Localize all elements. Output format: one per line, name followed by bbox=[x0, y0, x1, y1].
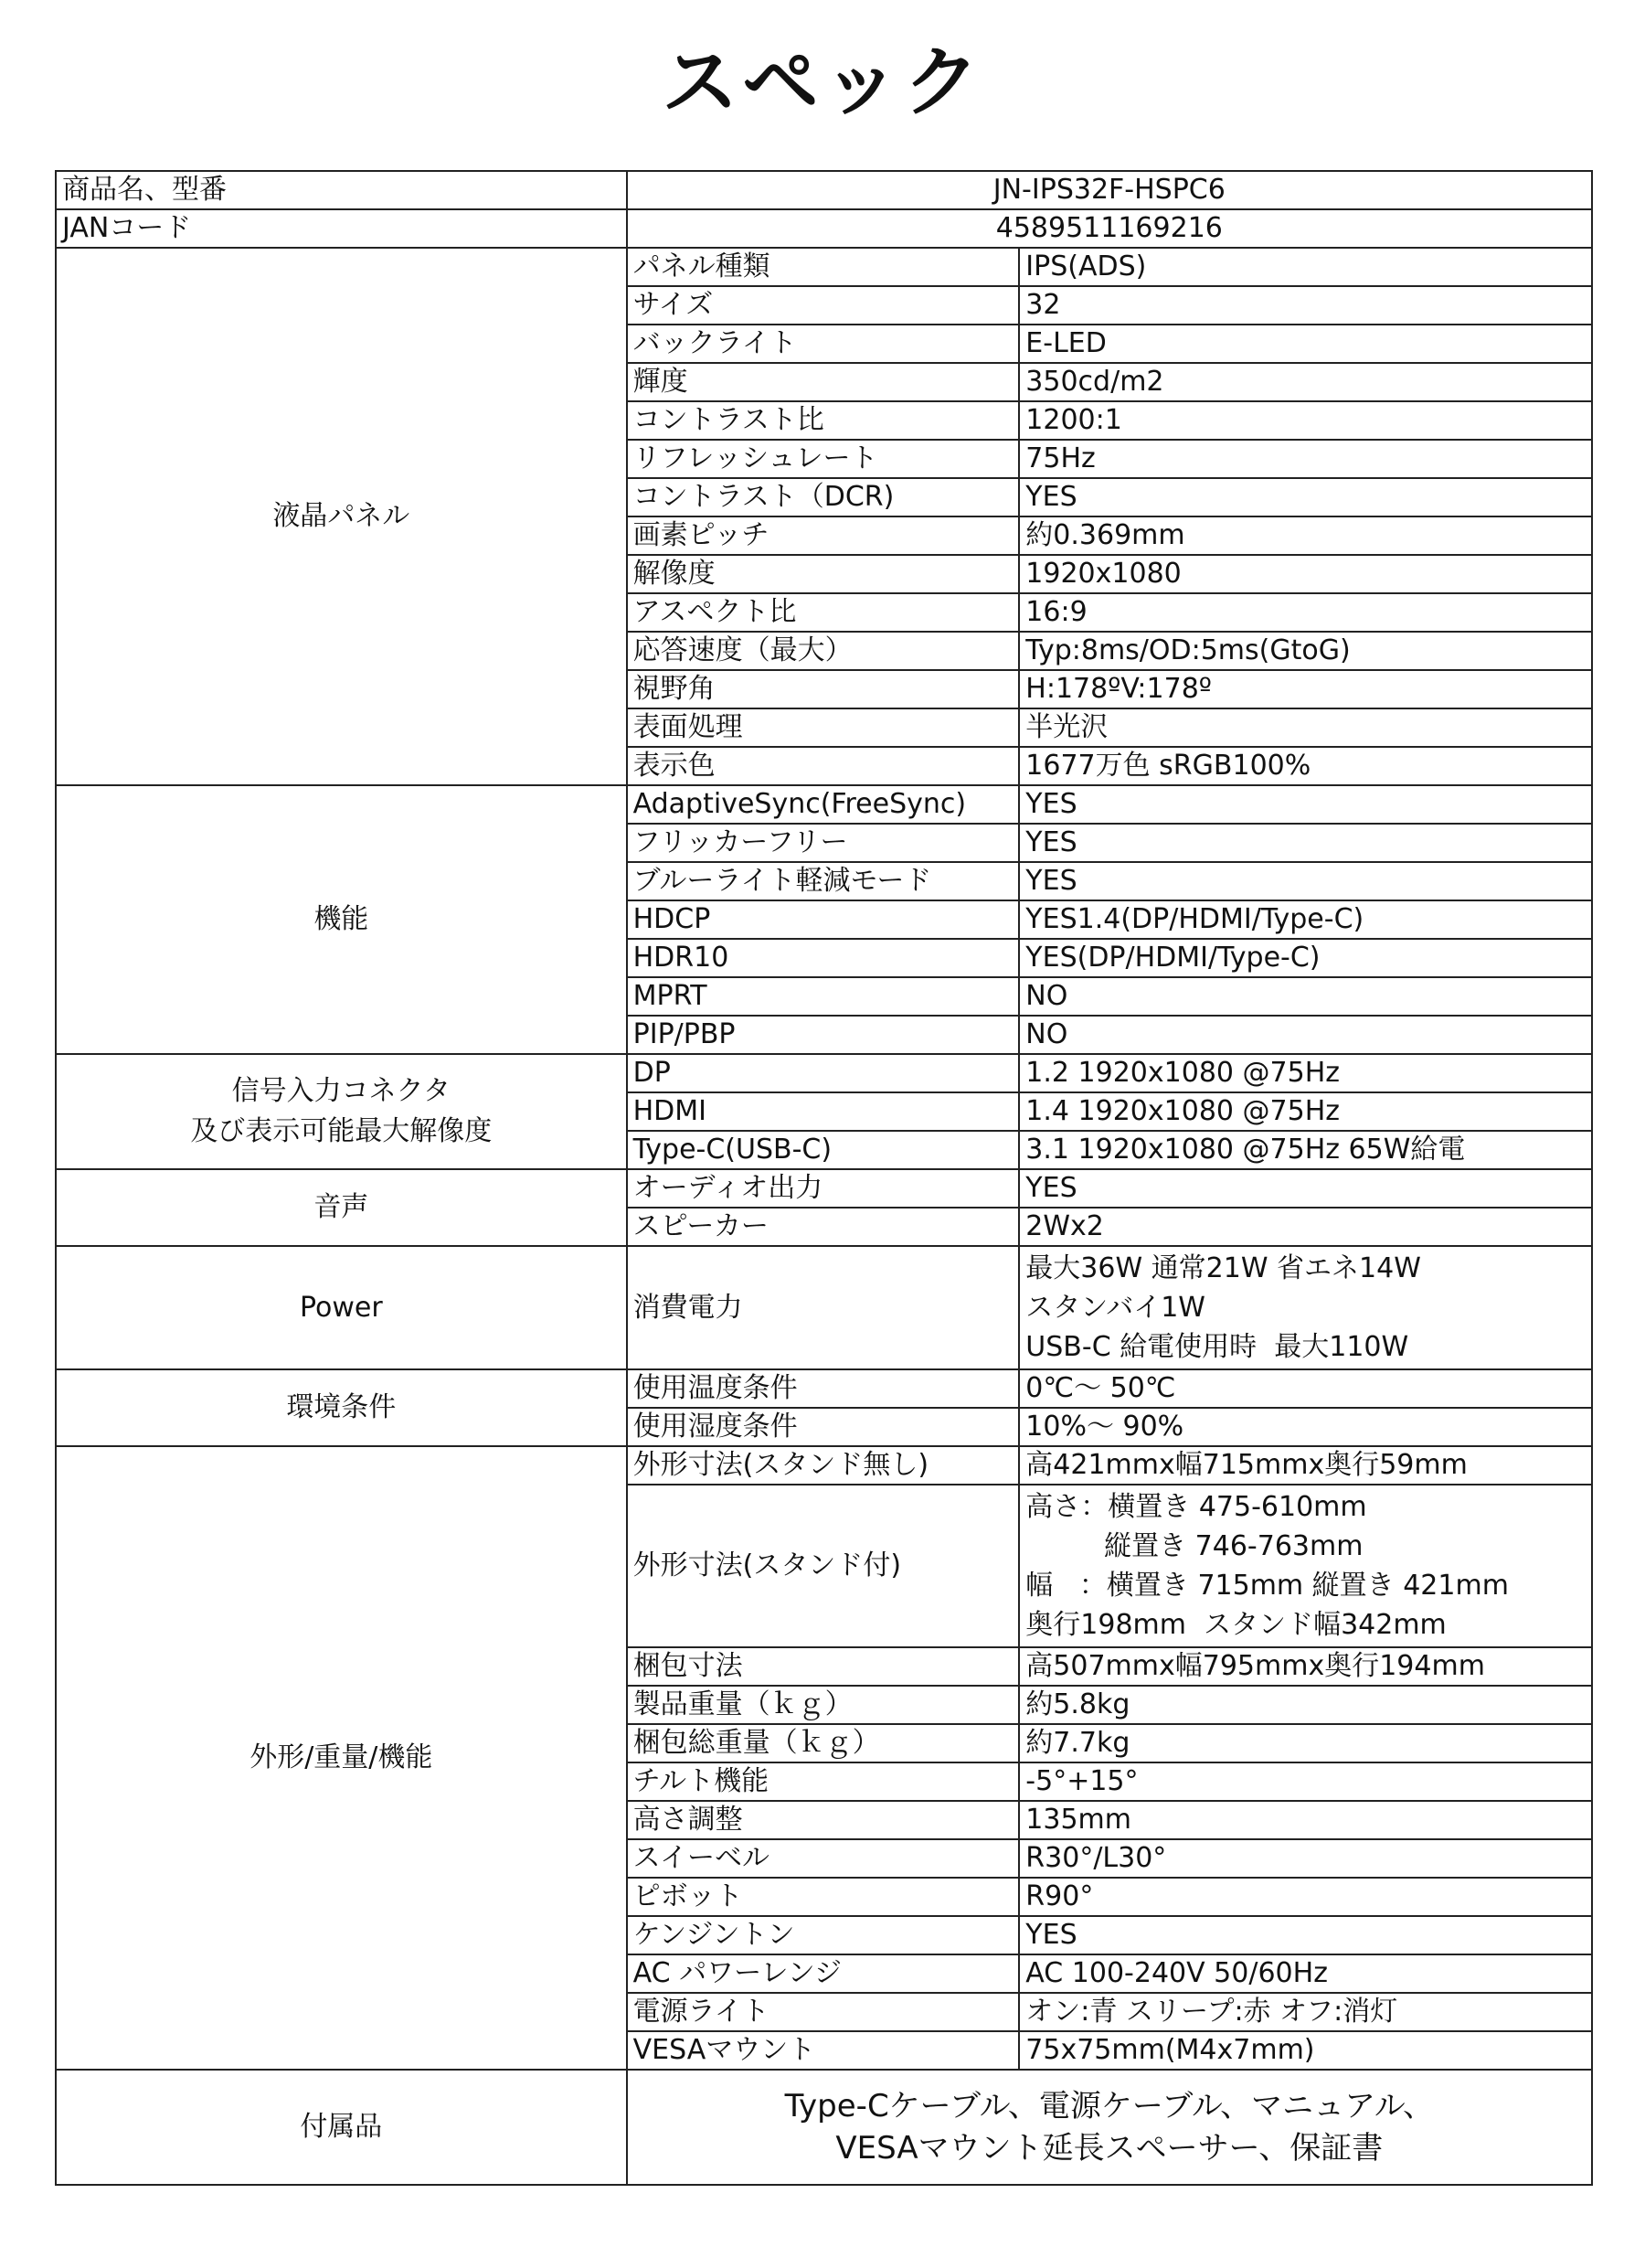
spec-item: 画素ピッチ bbox=[627, 516, 1020, 555]
spec-value: H:178ºV:178º bbox=[1019, 670, 1592, 708]
spec-item: AC パワーレンジ bbox=[627, 1954, 1020, 1993]
spec-value: E-LED bbox=[1019, 325, 1592, 363]
spec-value: R30°/L30° bbox=[1019, 1839, 1592, 1878]
section-category bbox=[56, 1054, 627, 1169]
spec-item: Type-C(USB-C) bbox=[627, 1131, 1020, 1169]
accessories-value bbox=[627, 2070, 1592, 2185]
spec-row bbox=[56, 1246, 1592, 1369]
spec-item: コントラスト（DCR) bbox=[627, 478, 1020, 516]
spec-item: スイーベル bbox=[627, 1839, 1020, 1878]
value-line: スタンバイ1W bbox=[1025, 1292, 1205, 1324]
spec-item: 応答速度（最大） bbox=[627, 632, 1020, 670]
spec-value: YES bbox=[1019, 1169, 1592, 1208]
value-line: 縦置き 746-763mm bbox=[1025, 1530, 1364, 1562]
section-category: 音声 bbox=[56, 1169, 627, 1246]
section-category: 環境条件 bbox=[56, 1369, 627, 1446]
spec-item: 解像度 bbox=[627, 555, 1020, 593]
spec-value: 0℃～ 50℃ bbox=[1019, 1369, 1592, 1408]
value-line: 最大36W 通常21W 省エネ14W bbox=[1025, 1252, 1421, 1284]
spec-value: 350cd/m2 bbox=[1019, 363, 1592, 401]
accessory-line: VESAマウント延長スペーサー、保証書 bbox=[835, 2130, 1384, 2167]
value-line: USB-C 給電使用時 最大110W bbox=[1025, 1331, 1409, 1363]
spec-item: 使用温度条件 bbox=[627, 1369, 1020, 1408]
spec-item: HDMI bbox=[627, 1092, 1020, 1131]
spec-value: YES bbox=[1019, 824, 1592, 862]
spec-item: バックライト bbox=[627, 325, 1020, 363]
spec-row bbox=[56, 1369, 1592, 1408]
spec-item: 梱包総重量（ｋｇ） bbox=[627, 1724, 1020, 1762]
spec-value: 3.1 1920x1080 @75Hz 65W給電 bbox=[1019, 1131, 1592, 1169]
spec-item: ケンジントン bbox=[627, 1916, 1020, 1954]
spec-item: パネル種類 bbox=[627, 248, 1020, 286]
value-line: 幅 ：横置き 715mm 縦置き 421mm bbox=[1025, 1570, 1509, 1602]
spec-value: 高421mmx幅715mmx奥行59mm bbox=[1019, 1446, 1592, 1485]
spec-value: 1920x1080 bbox=[1019, 555, 1592, 593]
accessory-line: Type-Cケーブル、電源ケーブル、マニュアル、 bbox=[784, 2088, 1435, 2124]
spec-item: DP bbox=[627, 1054, 1020, 1092]
spec-item: VESAマウント bbox=[627, 2031, 1020, 2070]
spec-row bbox=[56, 1446, 1592, 1485]
category-line: 及び表示可能最大解像度 bbox=[190, 1115, 493, 1147]
spec-value: 16:9 bbox=[1019, 593, 1592, 632]
spec-value: 約5.8kg bbox=[1019, 1686, 1592, 1724]
spec-value: 約0.369mm bbox=[1019, 516, 1592, 555]
accessories-label: 付属品 bbox=[56, 2070, 627, 2185]
spec-row bbox=[56, 785, 1592, 824]
spec-value: 75x75mm(M4x7mm) bbox=[1019, 2031, 1592, 2070]
spec-value bbox=[1019, 1246, 1592, 1369]
spec-item: 外形寸法(スタンド無し) bbox=[627, 1446, 1020, 1485]
spec-item: 梱包寸法 bbox=[627, 1647, 1020, 1686]
spec-item: リフレッシュレート bbox=[627, 440, 1020, 478]
spec-item: チルト機能 bbox=[627, 1762, 1020, 1801]
spec-value: 1200:1 bbox=[1019, 401, 1592, 440]
spec-item: フリッカーフリー bbox=[627, 824, 1020, 862]
spec-value: 1.2 1920x1080 @75Hz bbox=[1019, 1054, 1592, 1092]
value-line: 高さ：横置き 475-610mm bbox=[1025, 1491, 1367, 1523]
spec-value: YES bbox=[1019, 1916, 1592, 1954]
value-line: 奥行198mm スタンド幅342mm bbox=[1025, 1609, 1447, 1641]
header-value: JN-IPS32F-HSPC6 bbox=[627, 171, 1592, 209]
spec-row bbox=[56, 1169, 1592, 1208]
header-row bbox=[56, 209, 1592, 248]
category-line: 信号入力コネクタ bbox=[231, 1075, 451, 1107]
header-label: 商品名、型番 bbox=[56, 171, 627, 209]
spec-item: サイズ bbox=[627, 286, 1020, 325]
spec-item: 輝度 bbox=[627, 363, 1020, 401]
spec-value: YES1.4(DP/HDMI/Type-C) bbox=[1019, 900, 1592, 939]
spec-value: 32 bbox=[1019, 286, 1592, 325]
spec-item: 消費電力 bbox=[627, 1246, 1020, 1369]
spec-value: IPS(ADS) bbox=[1019, 248, 1592, 286]
spec-item: 表面処理 bbox=[627, 708, 1020, 747]
spec-item: オーディオ出力 bbox=[627, 1169, 1020, 1208]
spec-value: YES bbox=[1019, 478, 1592, 516]
spec-item: アスペクト比 bbox=[627, 593, 1020, 632]
spec-value: 10%～ 90% bbox=[1019, 1408, 1592, 1446]
spec-value: Typ:8ms/OD:5ms(GtoG) bbox=[1019, 632, 1592, 670]
section-category: Power bbox=[56, 1246, 627, 1369]
spec-value: オン:青 スリープ:赤 オフ:消灯 bbox=[1019, 1993, 1592, 2031]
header-label: JANコード bbox=[56, 209, 627, 248]
spec-value: AC 100-240V 50/60Hz bbox=[1019, 1954, 1592, 1993]
spec-item: HDCP bbox=[627, 900, 1020, 939]
spec-value: -5°+15° bbox=[1019, 1762, 1592, 1801]
section-category: 液晶パネル bbox=[56, 248, 627, 785]
section-category: 機能 bbox=[56, 785, 627, 1054]
header-row bbox=[56, 171, 1592, 209]
spec-item: MPRT bbox=[627, 977, 1020, 1016]
spec-value: 1677万色 sRGB100% bbox=[1019, 747, 1592, 785]
page-title: スペック bbox=[661, 37, 983, 127]
spec-item: 電源ライト bbox=[627, 1993, 1020, 2031]
spec-item: ブルーライト軽減モード bbox=[627, 862, 1020, 900]
spec-value: 1.4 1920x1080 @75Hz bbox=[1019, 1092, 1592, 1131]
spec-value: R90° bbox=[1019, 1878, 1592, 1916]
spec-item: 外形寸法(スタンド付) bbox=[627, 1485, 1020, 1647]
spec-value: NO bbox=[1019, 1016, 1592, 1054]
spec-item: HDR10 bbox=[627, 939, 1020, 977]
spec-item: 表示色 bbox=[627, 747, 1020, 785]
spec-value: YES bbox=[1019, 862, 1592, 900]
spec-item: コントラスト比 bbox=[627, 401, 1020, 440]
spec-item: スピーカー bbox=[627, 1208, 1020, 1246]
spec-value bbox=[1019, 1485, 1592, 1647]
spec-row bbox=[56, 1054, 1592, 1092]
spec-item: PIP/PBP bbox=[627, 1016, 1020, 1054]
accessories-row bbox=[56, 2070, 1592, 2185]
spec-item: AdaptiveSync(FreeSync) bbox=[627, 785, 1020, 824]
section-category: 外形/重量/機能 bbox=[56, 1446, 627, 2070]
header-value: 4589511169216 bbox=[627, 209, 1592, 248]
spec-value: 75Hz bbox=[1019, 440, 1592, 478]
spec-row bbox=[56, 248, 1592, 286]
spec-item: 視野角 bbox=[627, 670, 1020, 708]
spec-item: 使用湿度条件 bbox=[627, 1408, 1020, 1446]
spec-value: YES(DP/HDMI/Type-C) bbox=[1019, 939, 1592, 977]
spec-item: 製品重量（ｋｇ） bbox=[627, 1686, 1020, 1724]
spec-item: 高さ調整 bbox=[627, 1801, 1020, 1839]
spec-value: 135mm bbox=[1019, 1801, 1592, 1839]
spec-value: NO bbox=[1019, 977, 1592, 1016]
spec-table bbox=[55, 170, 1593, 2186]
spec-value: 高507mmx幅795mmx奥行194mm bbox=[1019, 1647, 1592, 1686]
spec-value: 2Wx2 bbox=[1019, 1208, 1592, 1246]
spec-value: YES bbox=[1019, 785, 1592, 824]
spec-value: 約7.7kg bbox=[1019, 1724, 1592, 1762]
spec-item: ピボット bbox=[627, 1878, 1020, 1916]
spec-value: 半光沢 bbox=[1019, 708, 1592, 747]
